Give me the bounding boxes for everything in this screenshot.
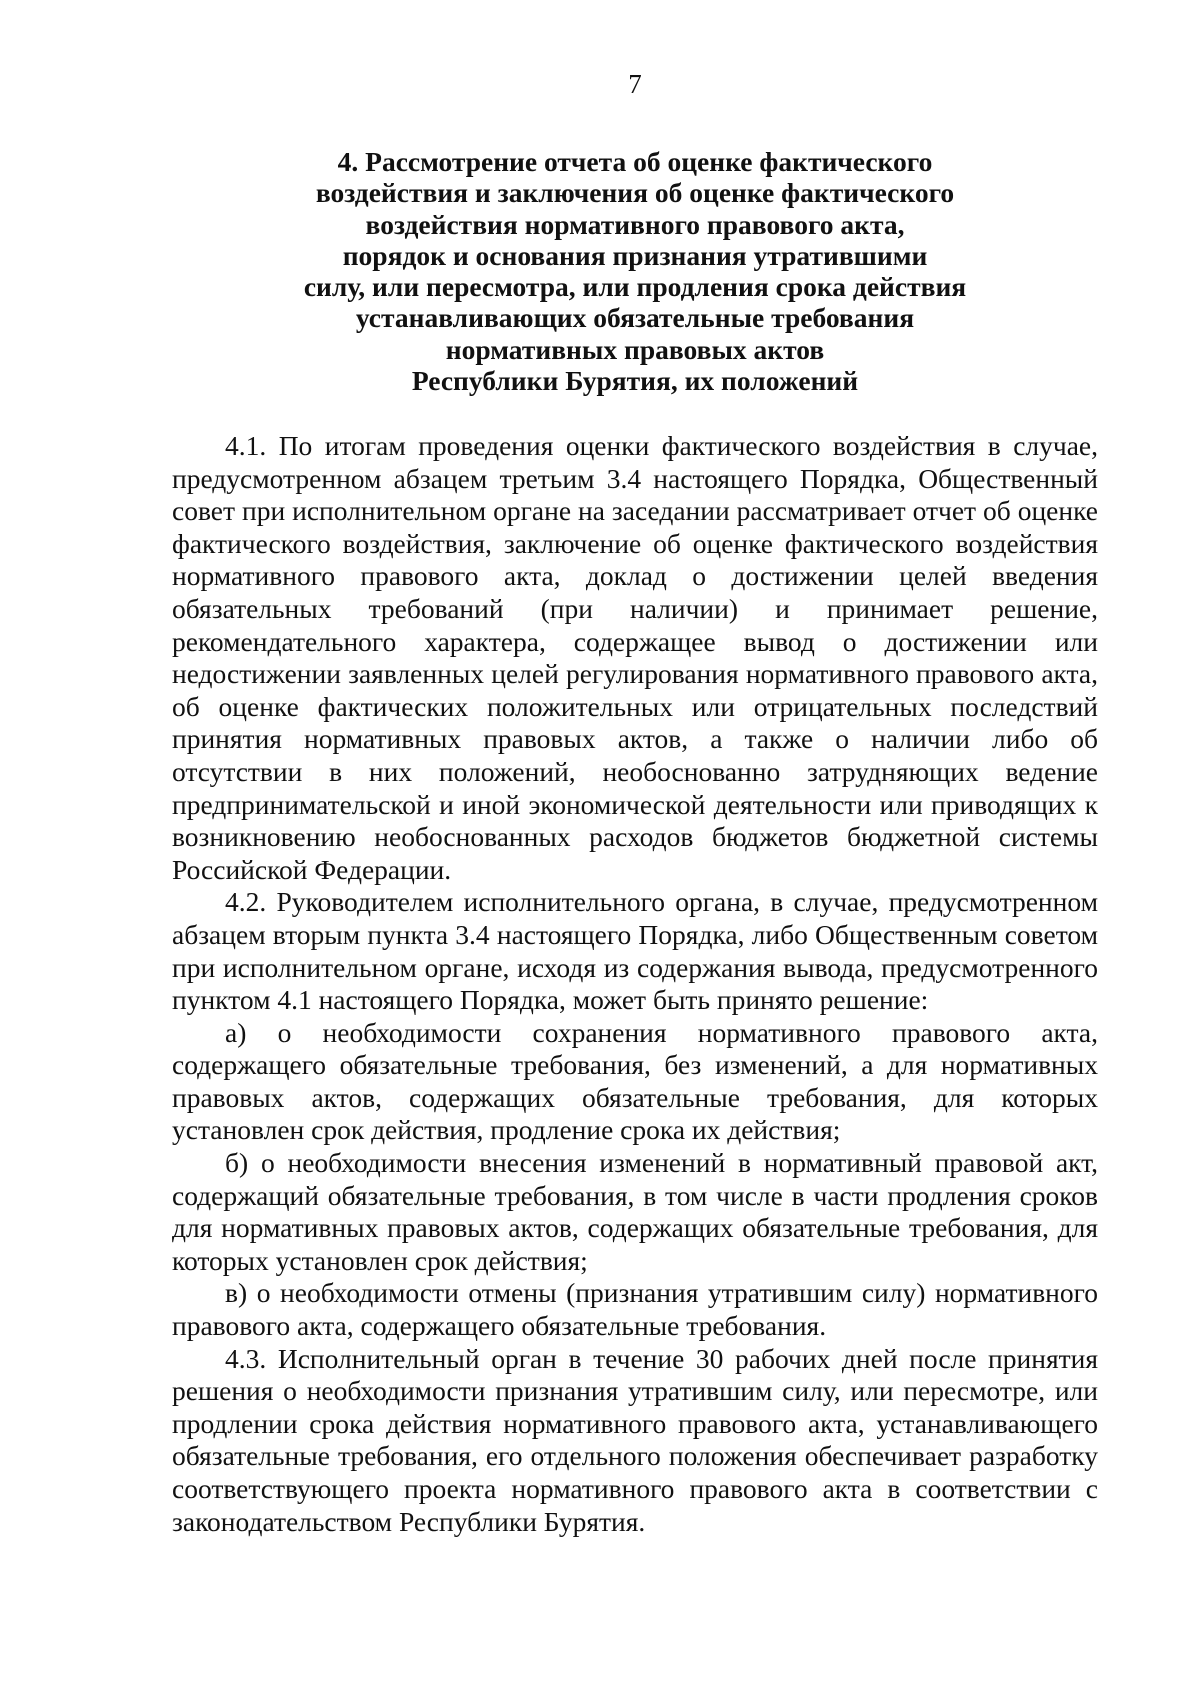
heading-line: воздействия и заключения об оценке фактического [315,177,955,209]
heading-line: порядок и основания признания утратившими [342,239,928,271]
heading-line: устанавливающих обязательные требования [355,302,915,334]
heading-line: 4. Рассмотрение отчета об оценке фактического [337,146,933,177]
heading-line: Республики Бурятия, их положений [411,365,859,397]
heading-line: силу, или пересмотра, или продления срока действия [303,271,967,303]
page-number: 7 [628,69,642,99]
paragraph-item-a: а) о необходимости сохранения нормативного правового акта, содержащего обязательные требования, без изменений, а для нормативных правовых актов, содержащих обязательные требования, для которых установлен срок действия, продление срока их действия; [172,1016,1098,1146]
body-text [172,430,1098,1538]
paragraph-4-3: 4.3. Исполнительный орган в течение 30 рабочих дней после принятия решения о необходимости признания утратившим силу, или пересмотре, или продлении срока действия нормативного правового акта, устанавливающего обязательные требования, его отдельного положения обеспечивает разработку соответствующего проекта нормативного правового акта в соответствии с законодательством Республики Бурятия. [172,1342,1098,1537]
paragraph-item-b: б) о необходимости внесения изменений в нормативный правовой акт, содержащий обязательные требования, в том числе в части продления сроков для нормативных правовых актов, содержащих обязательные требования, для которых установлен срок действия; [172,1147,1098,1276]
paragraph-4-1: 4.1. По итогам проведения оценки фактического воздействия в случае, предусмотренном абзацем третьим 3.4 настоящего Порядка, Общественный совет при исполнительном органе на заседании рассматривает отчет об оценке фактического воздействия, заключение об оценке фактического воздействия нормативного правового акта, доклад о достижении целей введения обязательных требований (при наличии) и принимает решение, рекомендательного характера, содержащее вывод о достижении или недостижении заявленных целей регулирования нормативного правового акта, об оценке фактических положительных или отрицательных последствий принятия нормативных правовых актов, а также о наличии либо об отсутствии в них положений, необоснованно затрудняющих ведение предпринимательской и иной экономической деятельности или приводящих к возникновению необоснованных расходов бюджетов бюджетной системы Российской Федерации. [172,430,1098,885]
paragraph-4-2: 4.2. Руководителем исполнительного органа, в случае, предусмотренном абзацем вторым пункта 3.4 настоящего Порядка, либо Общественным советом при исполнительном органе, исходя из содержания вывода, предусмотренного пунктом 4.1 настоящего Порядка, может быть принято решение: [172,886,1098,1016]
section-heading [170,146,1100,396]
heading-line: воздействия нормативного правового акта, [365,208,905,240]
paragraph-item-v: в) о необходимости отмены (признания утратившим силу) нормативного правового акта, содержащего обязательные требования. [172,1277,1098,1342]
heading-line: нормативных правовых актов [445,333,825,365]
